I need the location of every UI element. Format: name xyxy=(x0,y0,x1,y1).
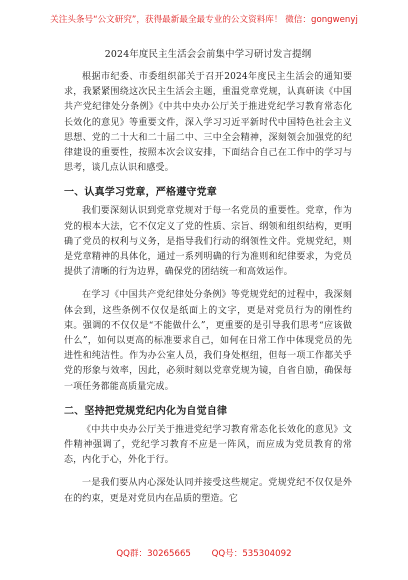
promo-banner xyxy=(0,0,408,40)
section-1-paragraph-1: 我们要深刻认识到党章党规对于每一名党员的重要性。党章，作为党的根本大法，它不仅定义了党的性质、宗旨、纲领和组织结构，更明确了党员的权利与义务，是指导我们行动的纲领性文件。党规党纪，则是党章精神的具体化，通过一系列明确的行为准则和纪律要求，为党员提供了清晰的行为边界，确保党的团结统一和高效运作。 xyxy=(64,206,352,278)
paragraph-spacer xyxy=(64,468,352,476)
qq-group-text: QQ群：30265665 xyxy=(116,549,191,559)
paragraph-spacer xyxy=(64,280,352,288)
section-heading-2: 二、坚持把党规党纪内化为自觉自律 xyxy=(64,405,228,417)
qq-number-text: QQ号：535304092 xyxy=(211,549,292,559)
promo-banner-text: 关注头条号“公文研究”，获得最新最全最专业的公文资料库！ 微信：gongwenyj xyxy=(50,15,358,25)
document-body xyxy=(64,44,352,507)
intro-paragraph: 根据市纪委、市委组织部关于召开2024年度民主生活会的通知要求，我紧紧围绕这次民主生活会主题，重温党章党规，认真研读《中国共产党纪律处分条例》《中共中央办公厅关于推进党纪学习教育常态化长效化的意见》等重要文件，深入学习习近平新时代中国特色社会主义思想、党的二十大和二十届二中、三中全会精神，深刻领会加强党的纪律建设的重要性，按照本次会议安排，下面结合自己在工作中的学习与思考，谈几点认识和感受。 xyxy=(64,72,352,174)
section-1-paragraph-2: 在学习《中国共产党纪律处分条例》等党规党纪的过程中，我深刻体会到，这些条例不仅仅是纸面上的文字，更是对党员行为的刚性约束。强调的不仅仅是“不能做什么”，更重要的是引导我们思考“应该做什么”，如何以更高的标准要求自己，如何在日常工作中体现党员的先进性和纯洁性。作为办公室人员，我们身处枢纽，但每一项工作都关乎党的形象与效率，因此，必须时刻以党章党规为镜，自省自励，确保每一项任务都能高质量完成。 xyxy=(64,290,352,392)
section-2-paragraph-1: 《中共中央办公厅关于推进党纪学习教育常态化长效化的意见》文件精神强调了，党纪学习教育不应是一阵风，而应成为党员教育的常态，内化于心，外化于行。 xyxy=(64,424,352,466)
section-2-paragraph-2: 一是我们要从内心深处认同并接受这些规定。党规党纪不仅仅是外在的约束，更是对党员内在品质的塑造。它 xyxy=(64,478,352,504)
document-title: 2024年度民主生活会会前集中学习研讨发言提纲 xyxy=(104,49,312,60)
contact-footer xyxy=(0,547,408,559)
section-heading-1: 一、认真学习党章，严格遵守党章 xyxy=(64,187,217,199)
